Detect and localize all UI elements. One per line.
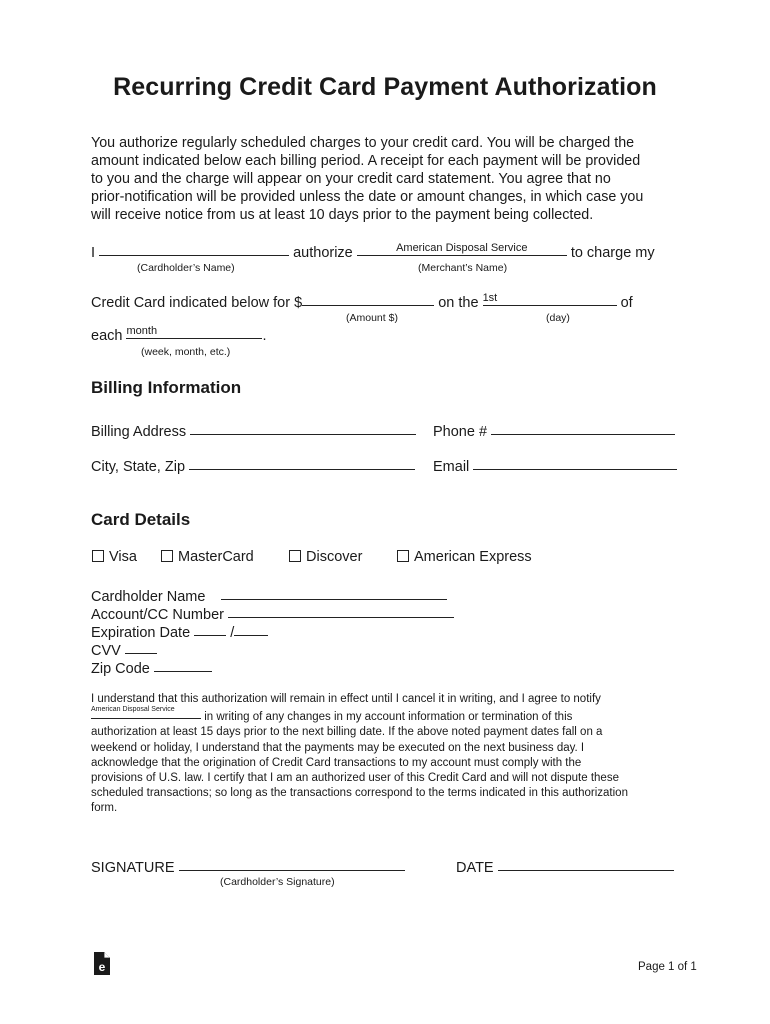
- card-option-discover[interactable]: [289, 549, 362, 565]
- authorization-line-2: [91, 292, 633, 311]
- document-title: Recurring Credit Card Payment Authorization: [113, 73, 657, 101]
- terms-line: I understand that this authorization will remain in effect until I cancel it in writing, and I agree to notify: [91, 693, 601, 705]
- terms-line: form.: [91, 802, 118, 815]
- day-field[interactable]: [483, 292, 617, 307]
- of-label: of: [620, 295, 633, 311]
- card-option-amex[interactable]: [397, 549, 532, 565]
- cardholder-name-field[interactable]: [99, 242, 289, 257]
- expiration-year-field[interactable]: [234, 622, 268, 637]
- merchant-name-field[interactable]: [357, 242, 567, 257]
- billing-address-label: Billing Address: [91, 424, 187, 440]
- terms-merchant-field[interactable]: [91, 707, 201, 720]
- account-number-row: [91, 604, 454, 623]
- cardholder-caption: (Cardholder’s Name): [137, 262, 235, 274]
- terms-line-2-text: in writing of any changes in my account information or termination of this: [204, 711, 573, 724]
- merchant-caption: (Merchant’s Name): [418, 262, 508, 274]
- intro-line: to you and the charge will appear on your credit card statement. You agree that no: [91, 171, 611, 187]
- period-value: month: [126, 325, 158, 337]
- authorization-line-3: [91, 325, 267, 344]
- zip-code-row: [91, 658, 212, 677]
- discover-label: Discover: [306, 549, 363, 565]
- authorize-label: authorize: [293, 245, 353, 261]
- expiration-separator: /: [230, 625, 235, 641]
- intro-line: will receive notice from us at least 10 days prior to the payment being collected.: [91, 207, 594, 223]
- terms-line: weekend or holiday, I understand that the payments may be executed on the next business day. I: [91, 741, 585, 754]
- each-label: each: [91, 328, 123, 344]
- terms-paragraph: [91, 692, 691, 817]
- cvv-field[interactable]: [125, 640, 157, 655]
- zip-code-field[interactable]: [154, 658, 212, 673]
- phone-label: Phone #: [433, 424, 488, 440]
- date-label: DATE: [456, 860, 494, 876]
- period-end: .: [262, 328, 267, 344]
- intro-line: prior-notification will be provided unless the date or amount changes, in which case you: [91, 189, 644, 205]
- amount-caption: (Amount $): [346, 312, 398, 324]
- signature-row: [91, 857, 405, 876]
- signature-label: SIGNATURE: [91, 860, 175, 876]
- amex-label: American Express: [414, 549, 532, 565]
- signature-field[interactable]: [179, 857, 405, 872]
- merchant-name-value: American Disposal Service: [396, 242, 528, 254]
- account-number-field[interactable]: [228, 604, 454, 619]
- cvv-row: [91, 640, 157, 659]
- terms-line: authorization at least 15 days prior to the next billing date. If the above noted payment dates fall on a: [91, 726, 603, 739]
- city-state-zip-label: City, State, Zip: [91, 459, 186, 475]
- terms-line: [91, 707, 691, 725]
- signature-caption: (Cardholder’s Signature): [220, 876, 335, 888]
- billing-address-field[interactable]: [190, 421, 416, 436]
- i-label: I: [91, 245, 96, 261]
- amount-field[interactable]: [302, 292, 434, 307]
- day-caption: (day): [546, 312, 570, 324]
- eforms-logo-icon: [93, 951, 111, 976]
- discover-checkbox[interactable]: [289, 550, 301, 562]
- mastercard-label: MasterCard: [178, 549, 254, 565]
- date-field[interactable]: [498, 857, 674, 872]
- cardholder-name-label: Cardholder Name: [91, 589, 206, 605]
- expiration-row: [91, 622, 268, 641]
- account-number-label: Account/CC Number: [91, 607, 224, 623]
- card-details-heading: Card Details: [91, 510, 191, 529]
- intro-line: You authorize regularly scheduled charges to your credit card. You will be charged the: [91, 135, 635, 151]
- email-field[interactable]: [473, 456, 677, 471]
- to-charge-label: to charge my: [570, 245, 655, 261]
- terms-line: provisions of U.S. law. I certify that I am an authorized user of this Credit Card and will not dispute these: [91, 772, 619, 785]
- phone-field[interactable]: [491, 421, 675, 436]
- terms-line: acknowledge that the origination of Credit Card transactions to my account must comply with the: [91, 756, 582, 769]
- svg-text:e: e: [98, 960, 106, 974]
- mastercard-checkbox[interactable]: [161, 550, 173, 562]
- period-caption: (week, month, etc.): [141, 346, 231, 358]
- city-state-zip-row: [91, 456, 415, 475]
- expiration-month-field[interactable]: [194, 622, 226, 637]
- day-value: 1st: [482, 292, 498, 304]
- page-number: Page 1 of 1: [638, 961, 697, 973]
- authorization-line-1: [91, 242, 655, 261]
- card-option-mastercard[interactable]: [161, 549, 254, 565]
- visa-label: Visa: [109, 549, 137, 565]
- amex-checkbox[interactable]: [397, 550, 409, 562]
- cardholder-name-row: [91, 586, 447, 605]
- cvv-label: CVV: [91, 643, 121, 659]
- intro-paragraph: [91, 134, 691, 224]
- billing-address-row: [91, 421, 416, 440]
- intro-line: amount indicated below each billing period. A receipt for each payment will be provided: [91, 153, 641, 169]
- email-row: [433, 456, 677, 475]
- visa-checkbox[interactable]: [92, 550, 104, 562]
- on-the-label: on the: [438, 295, 479, 311]
- phone-row: [433, 421, 675, 440]
- card-cardholder-name-field[interactable]: [221, 586, 447, 601]
- zip-code-label: Zip Code: [91, 661, 150, 677]
- date-row: [456, 857, 674, 876]
- credit-card-label: Credit Card indicated below for $: [91, 295, 303, 311]
- billing-heading: Billing Information: [91, 378, 242, 397]
- city-state-zip-field[interactable]: [189, 456, 415, 471]
- expiration-label: Expiration Date: [91, 625, 191, 641]
- period-field[interactable]: [126, 325, 262, 340]
- terms-merchant-value: American Disposal Service: [91, 706, 175, 713]
- terms-line: scheduled transactions; so long as the transactions correspond to the terms indicated in this authorization: [91, 787, 628, 800]
- card-option-visa[interactable]: [92, 549, 137, 565]
- email-label: Email: [433, 459, 470, 475]
